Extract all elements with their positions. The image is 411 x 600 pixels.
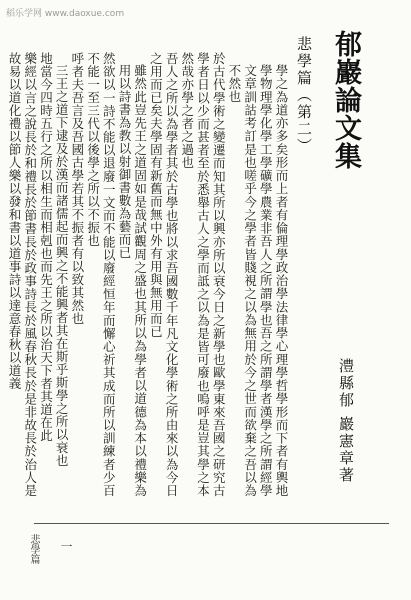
paragraph: 三王之道下逮及於漢而諸儒起而興之不能興者其在斯乎斯學之所以衰也	[54, 64, 70, 467]
footer-rule	[34, 523, 389, 524]
paragraph: 然欲以一詩不能以退廢一文而不能以廢經恒年而懈心祈其成而所以訓練者少百不能一至三代以後學之所以不振也	[85, 52, 117, 497]
paragraph: 吾人之所以為學者其於古學也將以求吾國數千年凡文化學術之所由來以為今日之用而已矣夫學固有新舊而無中外有用與無用而已	[148, 52, 180, 497]
paragraph: 地當今四時五行之所以相生而相剋也而先王之所以治天下者其道在此	[38, 52, 54, 442]
page-number: 一	[59, 540, 73, 552]
paragraph: 雖然此豈先王之道固如是哉試觀周之盛也其所以為學者以道德為本以禮樂為用以詩書為教以射御書數為藝而已	[116, 64, 148, 497]
paragraph: 於古代學術之變遷而知其所以興亦所以衰今日之新學也歐學東來吾國之研究古學者日以少而甚者至於悉舉古人之學而詆之以為是皆可廢也嗚呼是豈其學之本然哉亦學之者之過也	[179, 52, 227, 497]
chapter-title: 悲學篇（第二）	[295, 36, 313, 155]
book-title: 郁巖論文集	[330, 30, 361, 170]
footer-chapter-label: 悲學篇	[28, 534, 39, 564]
body-text	[7, 52, 289, 497]
paragraph: 樂經以言之說長於和禮長於節書長於政事詩長於風春秋長於是非故長於治人是故易以道化禮以節人樂以發和書以道事詩以達意春秋以道義	[7, 52, 38, 497]
watermark: 稻乐学网 www.daoxue.com	[6, 9, 125, 19]
paragraph: 學之為道亦多矣形而上者有倫理學政治學法律學心理學哲學形而下者有輿地學物理學化學工學礦學農業非吾人之所謂學也吾之所謂學者漢學之所謂經學文章訓詁考訂是也嗟乎今之學者皆賤視之以為無用於今之世而欲棄之吾以為不然也	[226, 64, 289, 497]
paragraph: 呼者夫吾言及吾國古學若其不振者有以致其然也	[69, 52, 85, 325]
author-line: 澧縣郁 巖憲章著	[337, 358, 355, 484]
